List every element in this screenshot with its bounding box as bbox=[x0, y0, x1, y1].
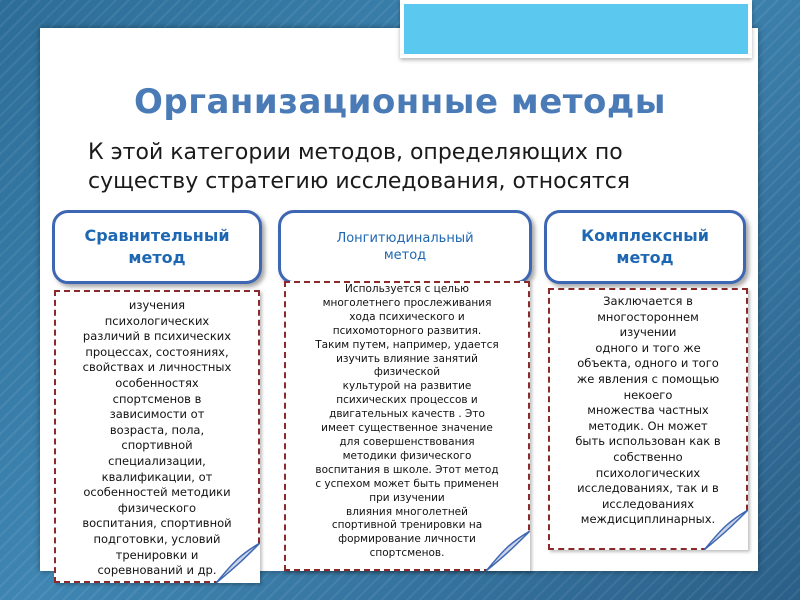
description-line: междисциплинарных. bbox=[580, 512, 716, 527]
description-line: многостороннем bbox=[597, 309, 699, 324]
slide-subtitle: К этой категории методов, определяющих по существу стратегию исследования, относятся bbox=[88, 140, 631, 194]
method-heading-line: Сравнительный bbox=[84, 226, 230, 245]
method-heading-comparative bbox=[52, 210, 262, 284]
description-line: психологических bbox=[595, 465, 701, 480]
description-line: методик. Он может bbox=[588, 418, 708, 433]
method-heading-line: метод bbox=[128, 248, 186, 267]
description-line: физического bbox=[117, 500, 197, 515]
method-heading-longitudinal bbox=[278, 210, 532, 284]
method-description-complex bbox=[548, 288, 748, 550]
description-line: для совершенствования bbox=[339, 435, 475, 448]
page-curl-icon bbox=[704, 510, 748, 550]
description-line: хода психического и bbox=[349, 310, 465, 323]
method-heading-line: метод bbox=[383, 248, 427, 263]
description-line: методики физического bbox=[342, 449, 472, 462]
description-line: же явления с помощью bbox=[576, 371, 720, 386]
description-line: собственно bbox=[613, 449, 683, 464]
page-curl-icon bbox=[216, 543, 260, 583]
method-description-longitudinal bbox=[284, 281, 530, 571]
top-banner bbox=[400, 0, 752, 58]
description-line: спортсменов. bbox=[369, 547, 445, 560]
description-line: воспитания в школе. Этот метод bbox=[315, 463, 499, 476]
description-line: влияния многолетней bbox=[346, 505, 468, 518]
description-line: изучения bbox=[128, 298, 186, 312]
description-line: различий в психических bbox=[82, 329, 232, 344]
description-line: квалификации, от bbox=[101, 469, 213, 484]
description-line: исследованиях, так и в bbox=[577, 481, 719, 496]
description-line: специализации, bbox=[108, 453, 206, 468]
description-line: быть использован как в bbox=[575, 434, 721, 449]
method-heading-line: Комплексный bbox=[581, 226, 709, 245]
description-line: возраста, пола, bbox=[109, 422, 205, 437]
method-heading-complex bbox=[544, 210, 746, 284]
description-line: многолетнего прослеживания bbox=[322, 296, 492, 309]
description-line: множества частных bbox=[587, 403, 709, 418]
description-line: имеет существенное значение bbox=[321, 422, 493, 435]
description-line: культурой на развитие bbox=[342, 380, 472, 393]
description-line: психических процессов и bbox=[336, 394, 478, 407]
page-curl-icon bbox=[486, 531, 530, 571]
description-line: подготовки, условий bbox=[93, 531, 221, 546]
description-line: изучить влияние занятий bbox=[336, 352, 478, 365]
description-line: одного и того же bbox=[595, 340, 701, 355]
slide-title: Организационные методы bbox=[133, 82, 667, 122]
description-line: процессах, состояниях, bbox=[85, 344, 229, 359]
description-line: особенностей методики bbox=[83, 485, 231, 500]
method-heading-line: метод bbox=[616, 248, 674, 267]
description-line: психомоторного развития. bbox=[332, 324, 482, 337]
description-line: исследованиях bbox=[601, 496, 695, 511]
description-line: воспитания, спортивной bbox=[82, 516, 232, 531]
description-line: зависимости от bbox=[109, 407, 205, 422]
description-line: с успехом может быть применен bbox=[315, 477, 499, 490]
description-line: физической bbox=[373, 366, 441, 379]
description-line: спортивной тренировки на bbox=[331, 519, 483, 532]
description-line: Заключается в bbox=[603, 294, 693, 308]
description-line: объекта, одного и того bbox=[577, 356, 719, 371]
description-line: Таким путем, например, удается bbox=[315, 338, 499, 351]
description-line: некоего bbox=[623, 387, 673, 402]
description-line: при изучении bbox=[369, 491, 445, 504]
description-line: изучении bbox=[619, 325, 677, 340]
description-line: особенностях bbox=[115, 375, 199, 390]
description-line: Используется с целью bbox=[344, 283, 470, 295]
description-line: двигательных качеств . Это bbox=[329, 408, 485, 421]
method-description-comparative bbox=[54, 290, 260, 583]
method-heading-line: Лонгитюдинальный bbox=[336, 231, 474, 246]
description-line: формирование личности bbox=[338, 533, 476, 546]
description-line: соревнований и др. bbox=[97, 563, 217, 578]
description-line: спортивной bbox=[121, 438, 193, 453]
description-line: тренировки и bbox=[115, 547, 199, 562]
description-line: психологических bbox=[104, 313, 210, 328]
description-line: спортсменов в bbox=[112, 391, 202, 406]
description-line: свойствах и личностных bbox=[82, 360, 232, 375]
